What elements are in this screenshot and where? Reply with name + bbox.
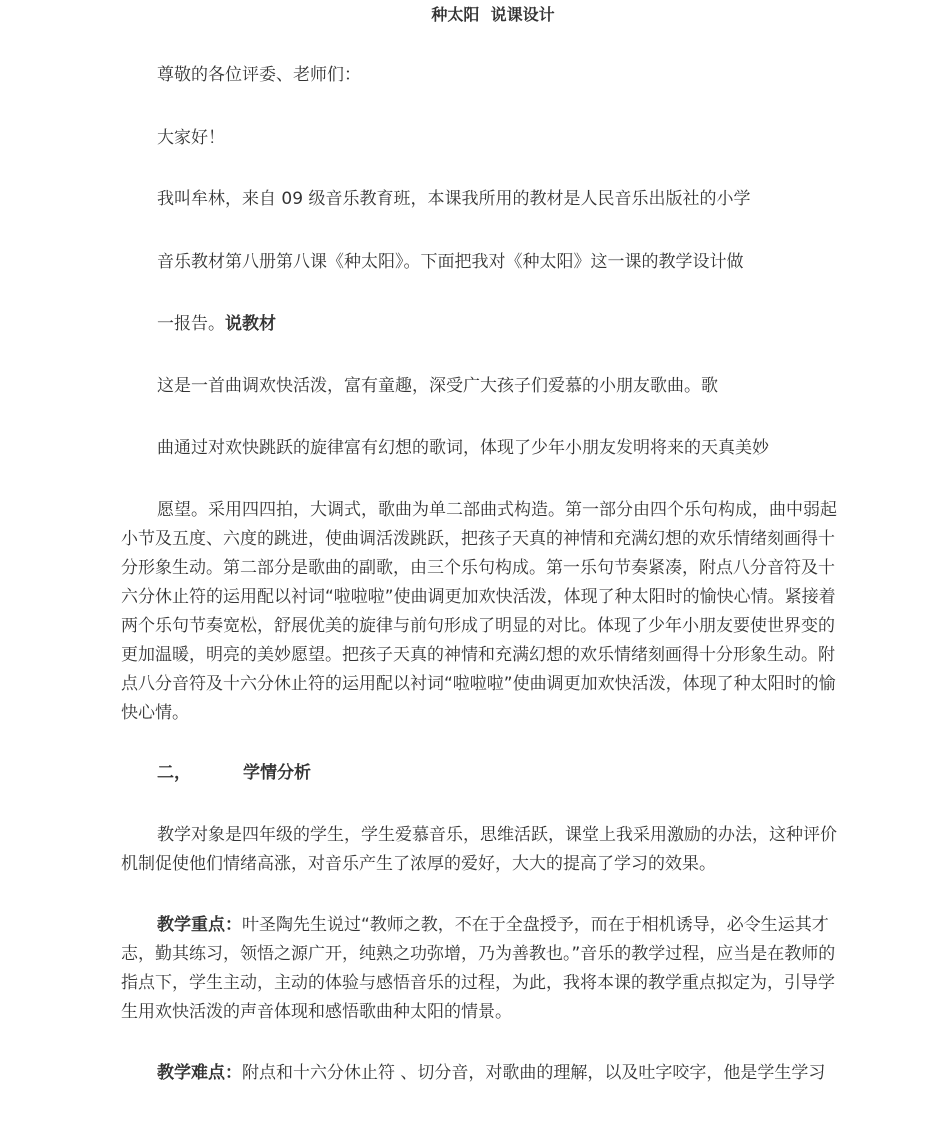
intro-line-2: 音乐教材第八册第八课《种太阳》。下面把我对《种太阳》这一课的教学设计做 (157, 252, 744, 272)
document-title: 种太阳 说课设计 (431, 5, 555, 24)
intro-line-3 (157, 312, 276, 336)
difficulty-paragraph (121, 1059, 841, 1088)
section2-title: 学情分析 (243, 763, 311, 783)
students-paragraph: 教学对象是四年级的学生，学生爱慕音乐，思维活跃，课堂上我采用激励的办法，这种评价机制促使他们情绪高涨，对音乐产生了浓厚的爱好，大大的提高了学习的效果。 (121, 825, 837, 874)
key-points-paragraph (121, 911, 841, 1027)
intro-line-3-text: 一报告。 (157, 314, 225, 334)
material-line-2: 曲通过对欢快跳跃的旋律富有幻想的歌词，体现了少年小朋友发明将来的天真美妙 (157, 438, 769, 458)
key-points-label: 教学重点： (157, 915, 242, 935)
material-paragraph: 愿望。采用四四拍，大调式，歌曲为单二部曲式构造。第一部分由四个乐句构成，曲中弱起小节及五度、六度的跳进，使曲调活泼跳跃，把孩子天真的神情和充满幻想的欢乐情绪刻画得十分形象生动。第二部分是歌曲的副歌，由三个乐句构成。第一乐句节奏紧凑，附点八分音符及十六分休止符的运用配以衬词“啦啦啦”使曲调更加欢快活泼，体现了种太阳时的愉快心情。紧接着两个乐句节奏宽松，舒展优美的旋律与前句形成了明显的对比。体现了少年小朋友要使世界变的更加温暖，明亮的美妙愿望。把孩子天真的神情和充满幻想的欢乐情绪刻画得十分形象生动。附点八分音符及十六分休止符的运用配以衬词“啦啦啦”使曲调更加欢快活泼，体现了种太阳时的愉快心情。 (121, 500, 837, 723)
difficulty-text: 附点和十六分休止符 、切分音，对歌曲的理解，以及吐字咬字，他是学生学习 (242, 1063, 826, 1083)
section2-number: 二， (157, 763, 191, 783)
intro-line-1: 我叫牟林，来自 09 级音乐教育班，本课我所用的教材是人民音乐出版社的小学 (157, 189, 751, 209)
material-line-1: 这是一首曲调欢快活泼，富有童趣，深受广大孩子们爱慕的小朋友歌曲。歌 (157, 376, 718, 396)
section2-heading (157, 761, 311, 785)
difficulty-label: 教学难点： (157, 1063, 242, 1083)
hello-line: 大家好！ (157, 128, 225, 148)
key-points-text: 叶圣陶先生说过“教师之教，不在于全盘授予，而在于相机诱导，必令生运其才志，勤其练习，领悟之源广开，纯熟之功弥增，乃为善教也。”音乐的教学过程，应当是在教师的指点下，学生主动，主动的体验与感悟音乐的过程，为此，我将本课的教学重点拟定为，引导学生用欢快活泼的声音体现和感悟歌曲种太阳的情景。 (121, 915, 836, 1022)
greeting-line: 尊敬的各位评委、老师们： (157, 65, 361, 85)
section1-heading: 说教材 (225, 314, 276, 334)
